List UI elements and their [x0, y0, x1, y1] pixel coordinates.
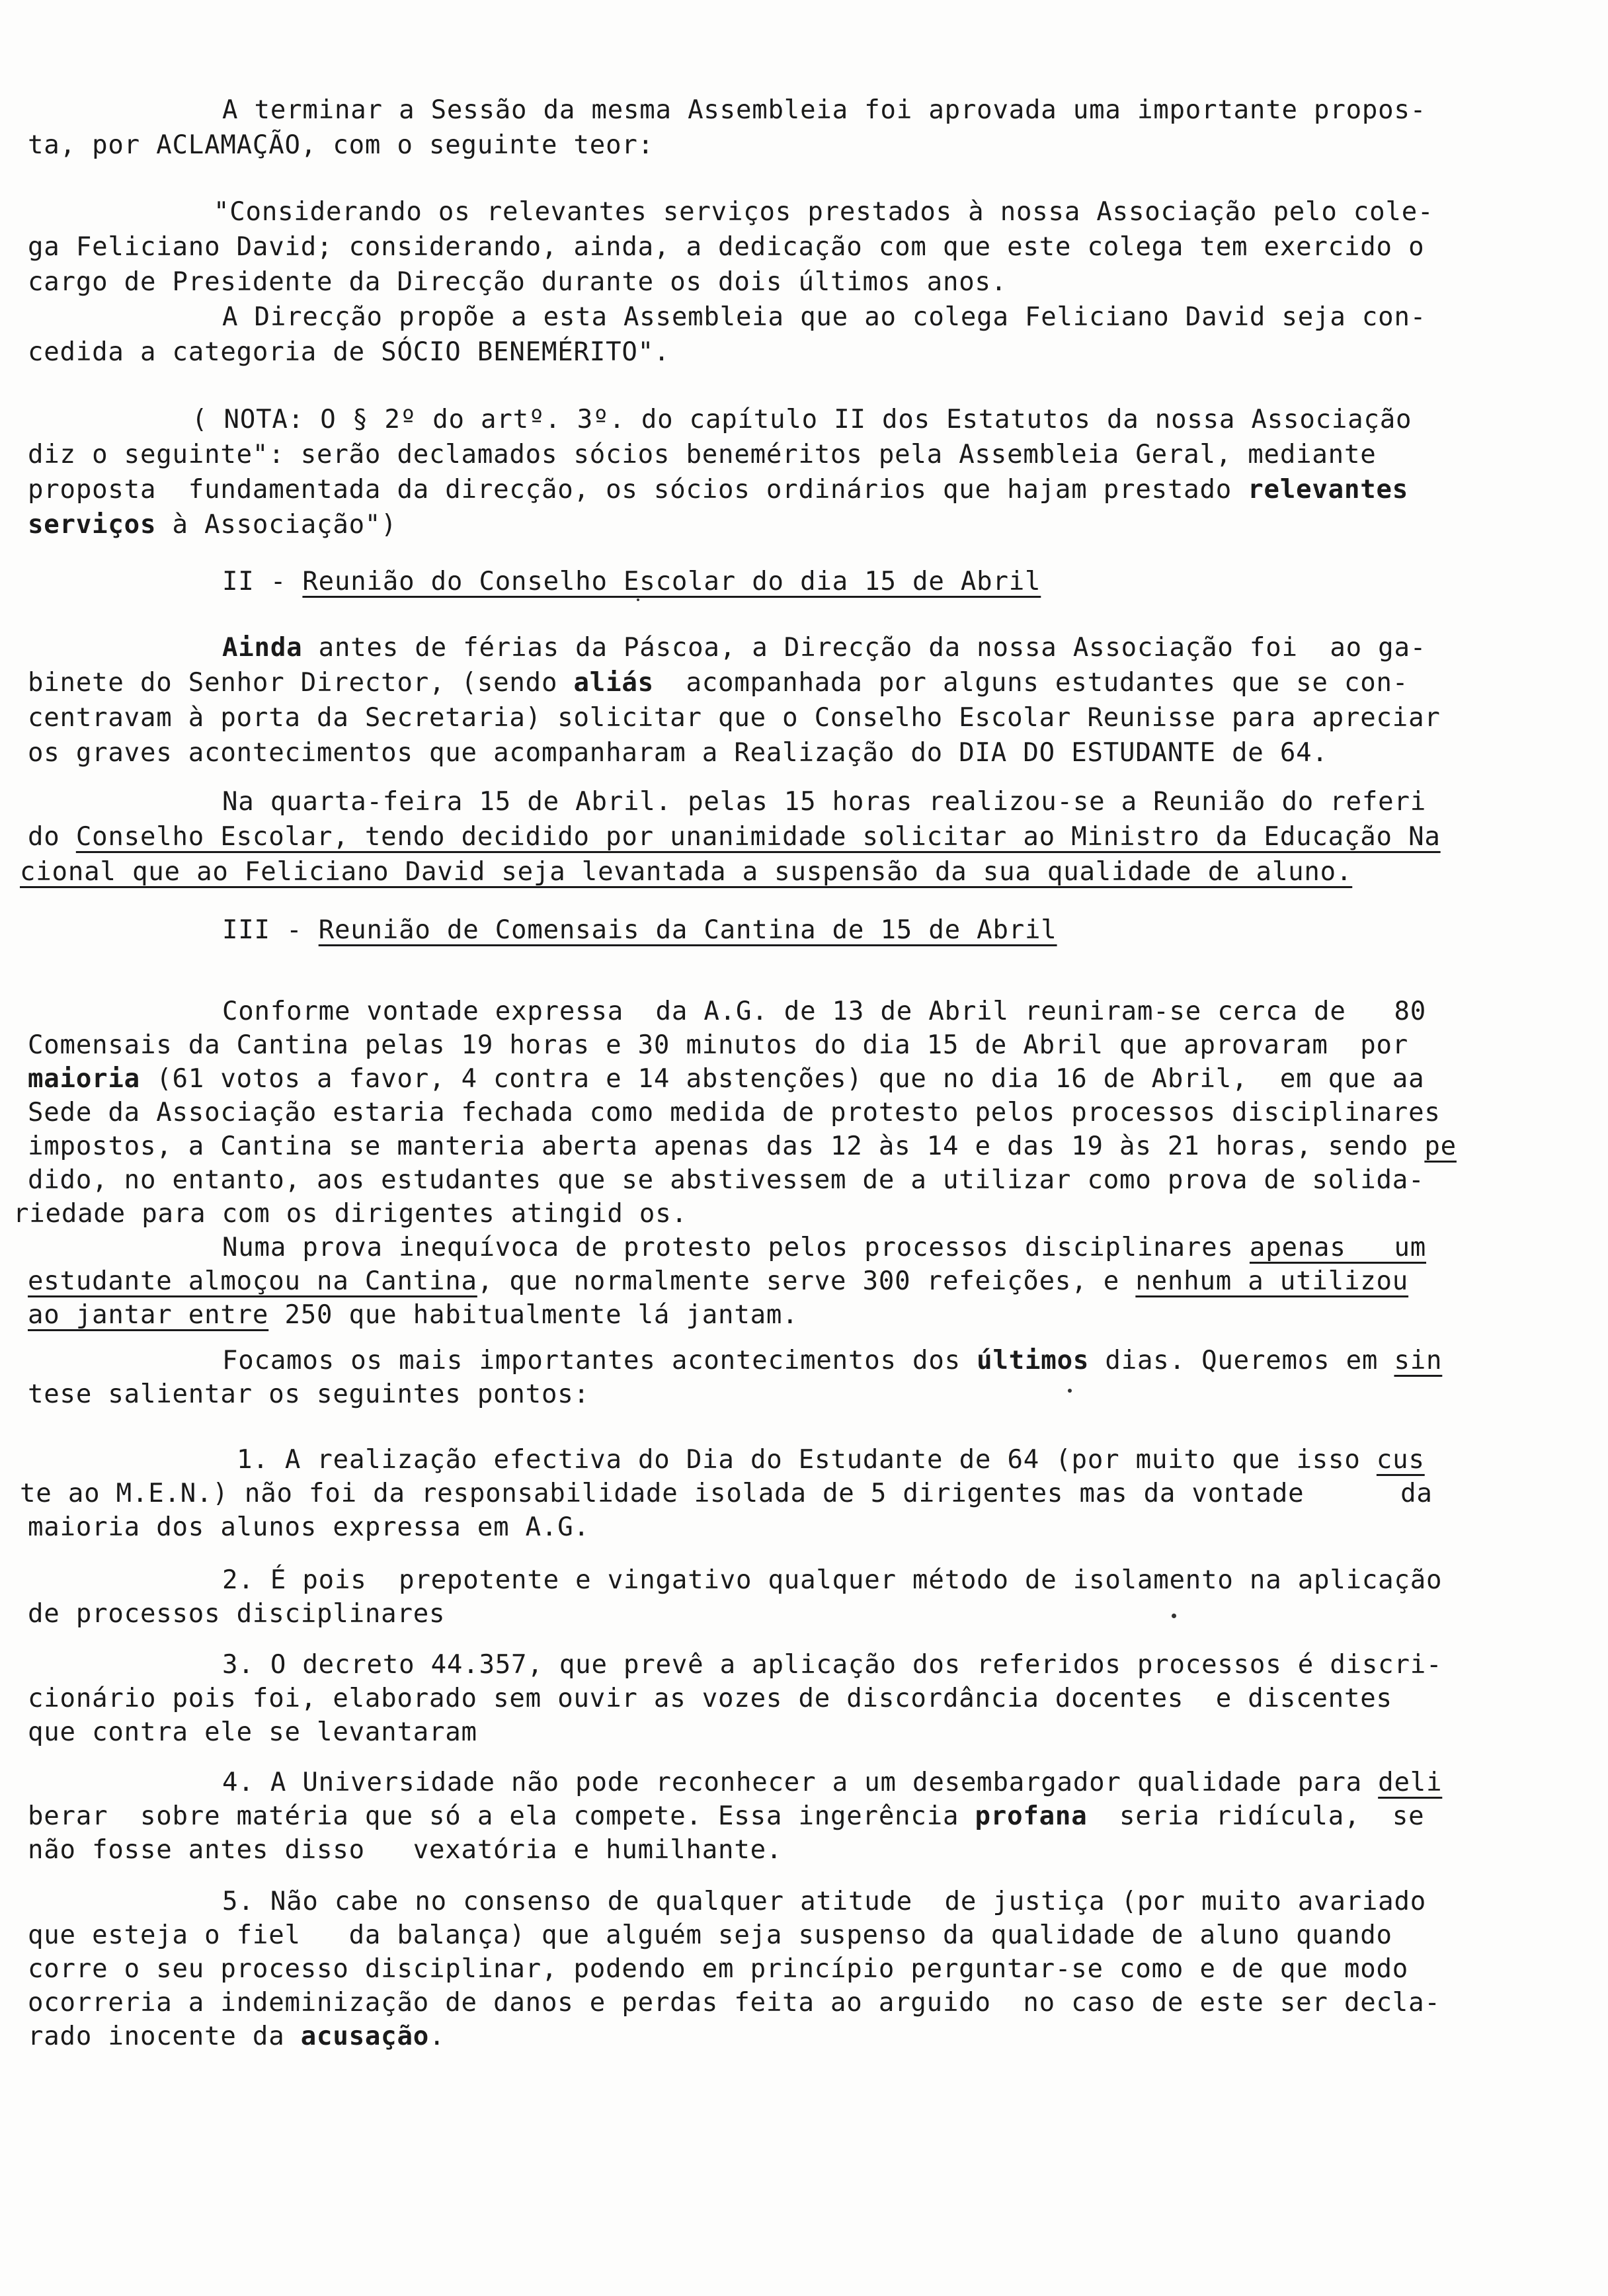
point-2-line-1: 2. É pois prepotente e vingativo qualquer método de isolamento na aplicação	[222, 1565, 1443, 1595]
section-3-heading: III - Reunião de Comensais da Cantina de 15 de Abril	[222, 915, 1057, 945]
intro-line-1: A terminar a Sessão da mesma Assembleia foi aprovada uma importante propos-	[222, 95, 1426, 125]
section-2-title: Reunião do Conselho Escolar do dia 15 de Abril	[302, 567, 1041, 596]
section-2-p2-line-1: Na quarta-feira 15 de Abril. pelas 15 horas realizou-se a Reunião do referi	[222, 787, 1426, 817]
section-3-p2-line-1: Numa prova inequívoca de protesto pelos processos disciplinares apenas um	[222, 1233, 1427, 1262]
point-3-line-1: 3. O decreto 44.357, que prevê a aplicação dos referidos processos é discri-	[222, 1650, 1443, 1680]
intro-line-2: ta, por ACLAMAÇÃO, com o seguinte teor:	[28, 130, 654, 160]
section-3-p1-line-5: impostos, a Cantina se manteria aberta apenas das 12 às 14 e das 19 às 21 horas, sendo pe	[28, 1131, 1457, 1161]
section-3-p2-line-2: estudante almoçou na Cantina, que normalmente serve 300 refeições, e nenhum a utilizou	[28, 1266, 1409, 1296]
point-1-line-3: maioria dos alunos expressa em A.G.	[28, 1512, 590, 1542]
point-3-line-3: que contra ele se levantaram	[28, 1717, 477, 1747]
point-1-line-2: te ao M.E.N.) não foi da responsabilidade isolada de 5 dirigentes mas da vontade da	[20, 1479, 1433, 1508]
section-3-p1-line-1: Conforme vontade expressa da A.G. de 13 de Abril reuniram-se cerca de 80	[222, 997, 1426, 1026]
section-2-p1-line-1: Ainda antes de férias da Páscoa, a Direcção da nossa Associação foi ao ga-	[222, 633, 1427, 663]
section-2-p1-line-2: binete do Senhor Director, (sendo aliás acompanhada por alguns estudantes que se con-	[28, 668, 1409, 698]
section-3-p1-line-4: Sede da Associação estaria fechada como medida de protesto pelos processos disciplinares	[28, 1098, 1441, 1128]
summary-line-2: tese salientar os seguintes pontos:	[28, 1379, 590, 1409]
scan-speck	[637, 598, 639, 601]
nota-line-3: proposta fundamentada da direcção, os sócios ordinários que hajam prestado relevantes	[28, 475, 1409, 505]
section-3-p2-line-3: ao jantar entre 250 que habitualmente lá jantam.	[28, 1300, 799, 1330]
point-2-line-2: de processos disciplinares	[28, 1599, 446, 1629]
section-2-p1-line-3: centravam à porta da Secretaria) solicitar que o Conselho Escolar Reunisse para apreciar	[28, 703, 1441, 733]
nota-line-4: serviços à Associação")	[28, 510, 397, 540]
section-2-p2-line-3: cional que ao Feliciano David seja levantada a suspensão da sua qualidade de aluno.	[20, 857, 1353, 887]
point-3-line-2: cionário pois foi, elaborado sem ouvir as vozes de discordância docentes e discentes	[28, 1684, 1392, 1713]
point-5-line-3: corre o seu processo disciplinar, podendo em princípio perguntar-se como e de que modo	[28, 1954, 1409, 1984]
scan-speck	[1068, 1389, 1072, 1393]
section-3-p1-line-2: Comensais da Cantina pelas 19 horas e 30 minutos do dia 15 de Abril que aprovaram por	[28, 1030, 1409, 1060]
quote-line-1: "Considerando os relevantes serviços prestados à nossa Associação pelo cole-	[214, 197, 1434, 227]
scan-speck	[1172, 1614, 1176, 1618]
point-5-line-4: ocorreria a indeminização de danos e perdas feita ao arguido no caso de este ser decla-	[28, 1988, 1441, 2018]
quote-line-5: cedida a categoria de SÓCIO BENEMÉRITO".	[28, 337, 670, 367]
point-5-line-2: que esteja o fiel da balança) que alguém seja suspenso da qualidade de aluno quando	[28, 1920, 1392, 1950]
quote-line-4: A Direcção propõe a esta Assembleia que ao colega Feliciano David seja con-	[222, 302, 1426, 332]
quote-line-3: cargo de Presidente da Direcção durante os dois últimos anos.	[28, 267, 1008, 297]
section-2-p1-line-4: os graves acontecimentos que acompanharam a Realização do DIA DO ESTUDANTE de 64.	[28, 738, 1328, 768]
point-4-line-3: não fosse antes disso vexatória e humilhante.	[28, 1835, 783, 1865]
point-1-line-1: 1. A realização efectiva do Dia do Estudante de 64 (por muito que isso cus	[237, 1445, 1425, 1475]
section-3-p1-line-3: maioria (61 votos a favor, 4 contra e 14 abstenções) que no dia 16 de Abril, em que aa	[28, 1064, 1425, 1094]
section-2-heading: II - Reunião do Conselho Escolar do dia 15 de Abril	[222, 567, 1041, 596]
point-5-line-1: 5. Não cabe no consenso de qualquer atitude de justiça (por muito avariado	[222, 1887, 1426, 1916]
section-3-p1-line-6: dido, no entanto, aos estudantes que se abstivessem de a utilizar como prova de solida-	[28, 1165, 1425, 1195]
point-4-line-2: berar sobre matéria que só a ela compete. Essa ingerência profana seria ridícula, se	[28, 1801, 1425, 1831]
nota-line-2: diz o seguinte": serão declamados sócios beneméritos pela Assembleia Geral, mediante	[28, 440, 1377, 470]
summary-line-1: Focamos os mais importantes acontecimentos dos últimos dias. Queremos em sin	[222, 1346, 1443, 1375]
point-5-line-5: rado inocente da acusação.	[28, 2022, 446, 2051]
section-3-p1-line-7: riedade para com os dirigentes atingid os.	[13, 1199, 688, 1229]
quote-line-2: ga Feliciano David; considerando, ainda, a dedicação com que este colega tem exercido o	[28, 232, 1425, 262]
section-2-p2-line-2: do Conselho Escolar, tendo decidido por unanimidade solicitar ao Ministro da Educação Na	[28, 822, 1441, 852]
point-4-line-1: 4. A Universidade não pode reconhecer a um desembargador qualidade para deli	[222, 1768, 1443, 1797]
section-3-title: Reunião de Comensais da Cantina de 15 de Abril	[318, 915, 1057, 945]
nota-line-1: ( NOTA: O § 2º do artº. 3º. do capítulo II dos Estatutos da nossa Associação	[192, 405, 1412, 434]
